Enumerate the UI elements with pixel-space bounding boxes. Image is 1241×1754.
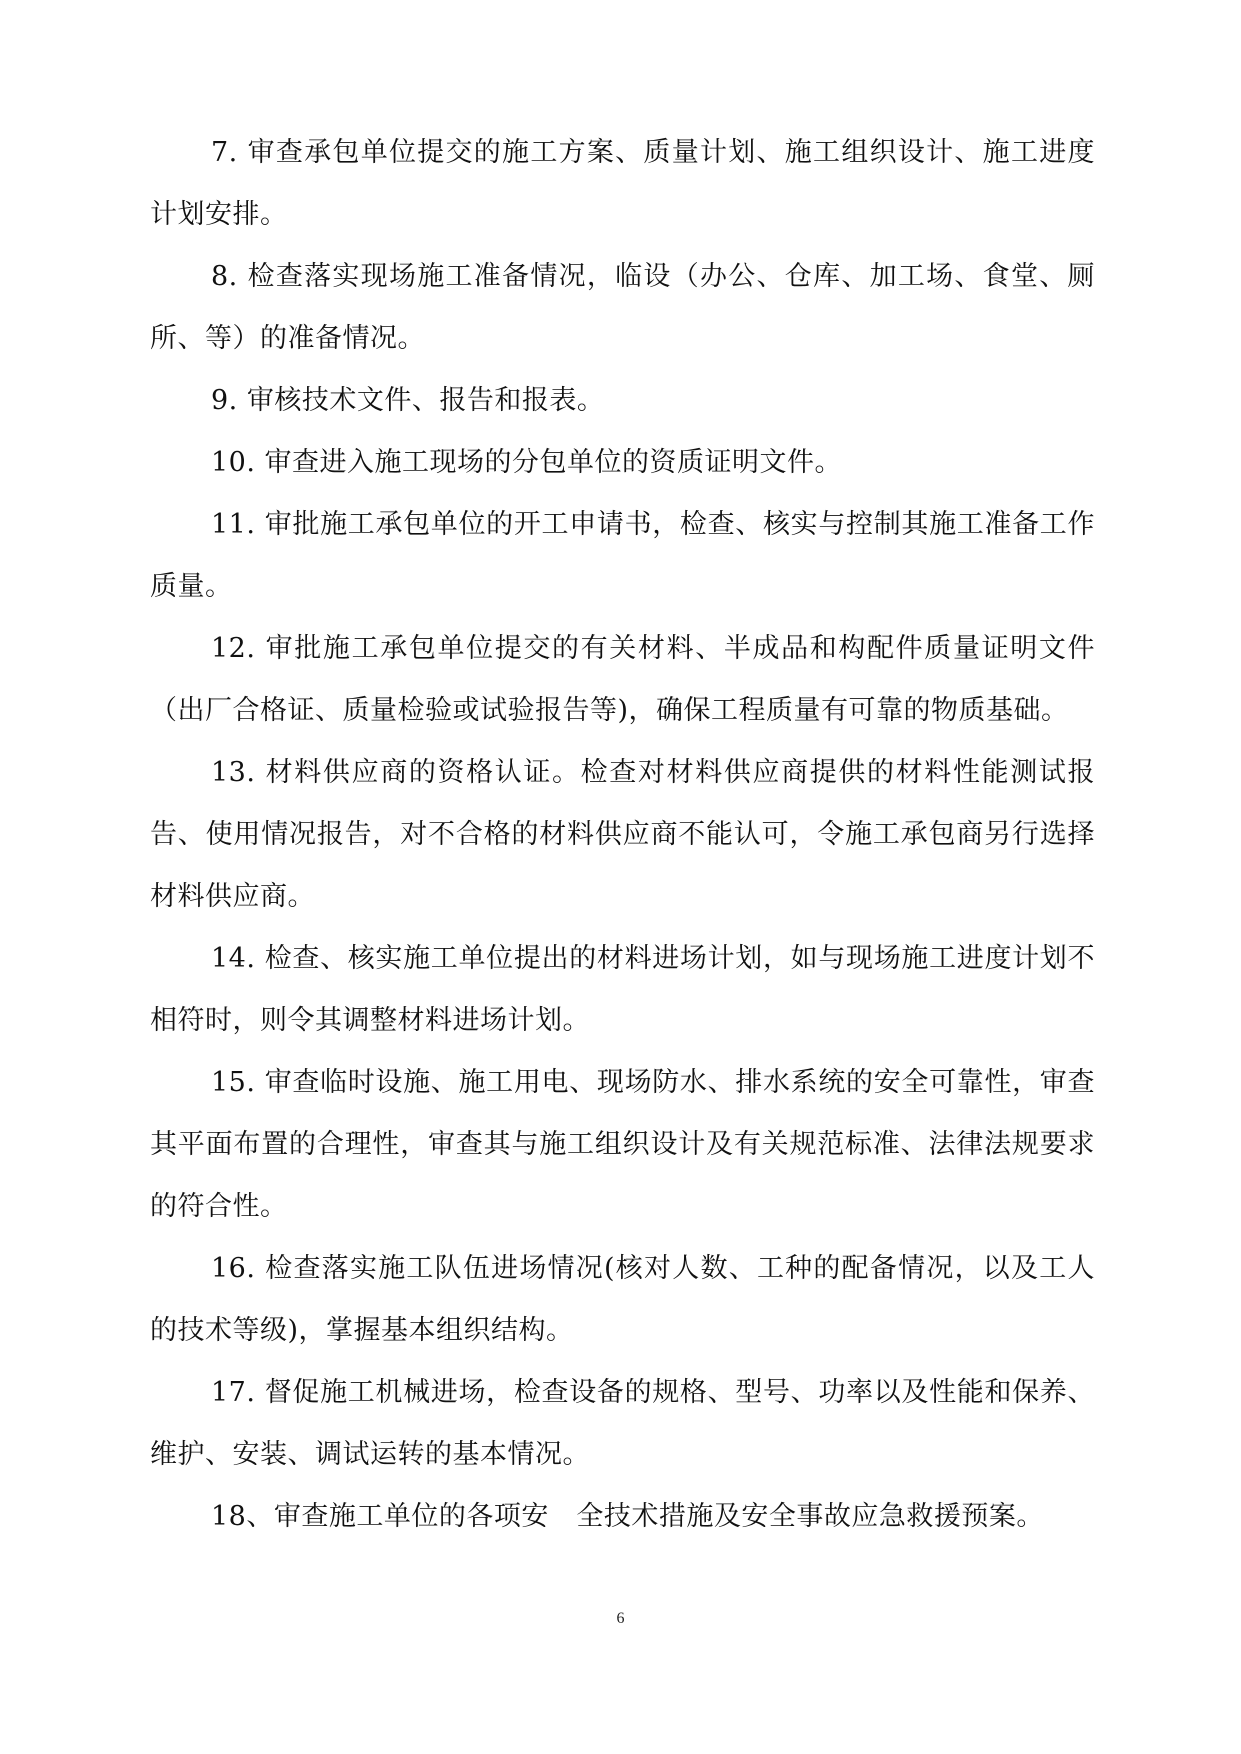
paragraph-item-15: 15. 审查临时设施、施工用电、现场防水、排水系统的安全可靠性，审查其平面布置的合理性，审查其与施工组织设计及有关规范标准、法律法规要求的符合性。: [150, 1067, 1095, 1222]
paragraph-item-9: 9. 审核技术文件、报告和报表。: [211, 385, 605, 416]
paragraph-item-11: 11. 审批施工承包单位的开工申请书，检查、核实与控制其施工准备工作质量。: [150, 509, 1095, 602]
paragraph-item-18: 18、审查施工单位的各项安 全技术措施及安全事故应急救援预案。: [211, 1501, 1044, 1532]
paragraph-item-12: 12. 审批施工承包单位提交的有关材料、半成品和构配件质量证明文件（出厂合格证、质量检验或试验报告等)，确保工程质量有可靠的物质基础。: [150, 633, 1095, 726]
paragraph-item-13: 13. 材料供应商的资格认证。检查对材料供应商提供的材料性能测试报告、使用情况报告，对不合格的材料供应商不能认可，令施工承包商另行选择材料供应商。: [150, 757, 1095, 912]
document-body: [150, 122, 1095, 1548]
paragraph-item-8: 8. 检查落实现场施工准备情况，临设（办公、仓库、加工场、食堂、厕所、等）的准备情况。: [150, 261, 1095, 354]
paragraph-item-17: 17. 督促施工机械进场，检查设备的规格、型号、功率以及性能和保养、维护、安装、调试运转的基本情况。: [150, 1377, 1095, 1470]
paragraph-item-14: 14. 检查、核实施工单位提出的材料进场计划，如与现场施工进度计划不相符时，则令其调整材料进场计划。: [150, 943, 1095, 1036]
paragraph-item-16: 16. 检查落实施工队伍进场情况(核对人数、工种的配备情况，以及工人的技术等级)，掌握基本组织结构。: [150, 1253, 1095, 1346]
paragraph-item-7: 7. 审查承包单位提交的施工方案、质量计划、施工组织设计、施工进度计划安排。: [150, 137, 1095, 230]
page-number: 6: [616, 1610, 625, 1627]
paragraph-item-10: 10. 审查进入施工现场的分包单位的资质证明文件。: [211, 447, 843, 478]
